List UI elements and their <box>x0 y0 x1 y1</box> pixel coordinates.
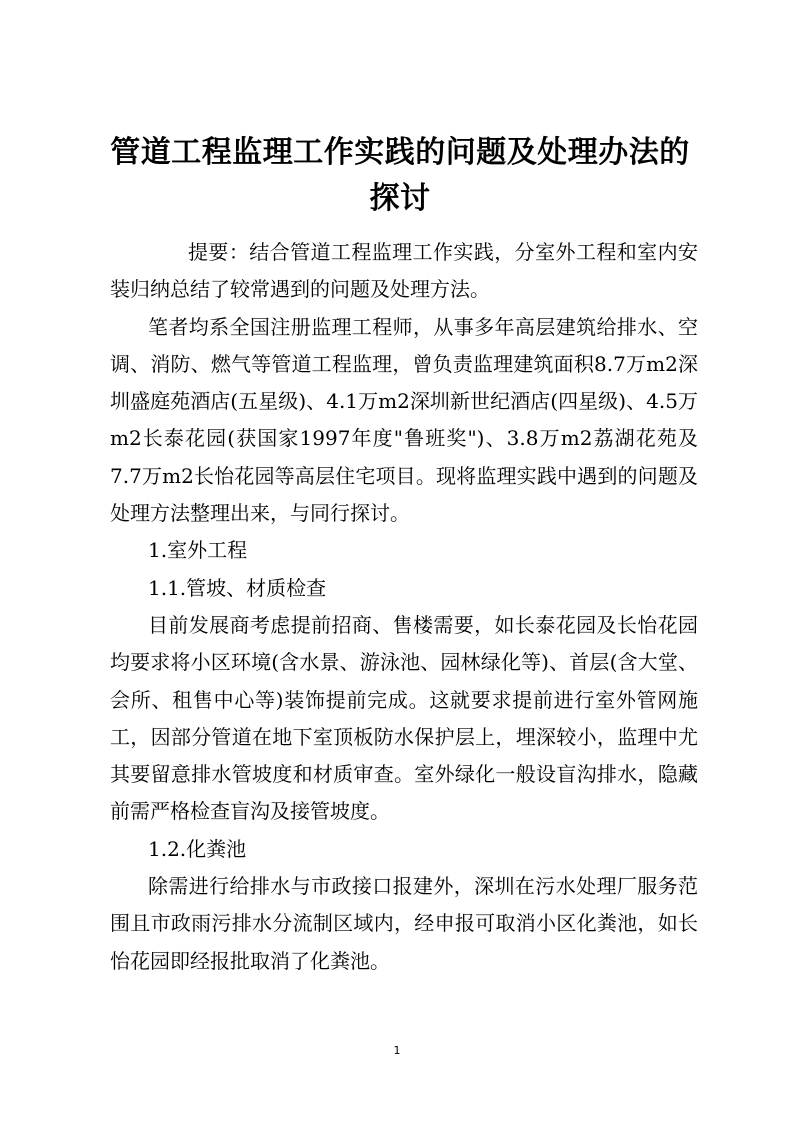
document-title: 管道工程监理工作实践的问题及处理办法的探讨 <box>110 135 690 216</box>
subsection-heading-slope: 1.1.管坡、材质检查 <box>148 575 327 600</box>
abstract-paragraph: 提要：结合管道工程监理工作实践，分室外工程和室内安装归纳总结了较常遇到的问题及处理方法。 <box>110 240 698 302</box>
section-heading-outdoor: 1.室外工程 <box>148 538 248 563</box>
page-number: 1 <box>393 1044 401 1057</box>
slope-paragraph: 目前发展商考虑提前招商、售楼需要，如长泰花园及长怡花园均要求将小区环境(含水景、游泳池、园林绿化等)、首层(含大堂、会所、租售中心等)装饰提前完成。这就要求提前进行室外管网施工，因部分管道在地下室顶板防水保护层上，埋深较小，监理中尤其要留意排水管坡度和材质审查。室外绿化一般设盲沟排水，隐藏前需严格检查盲沟及接管坡度。 <box>110 612 698 824</box>
subsection-heading-septic: 1.2.化粪池 <box>148 836 247 861</box>
intro-paragraph: 笔者均系全国注册监理工程师，从事多年高层建筑给排水、空调、消防、燃气等管道工程监理，曾负责监理建筑面积8.7万m2深圳盛庭苑酒店(五星级)、4.1万m2深圳新世纪酒店(四星级)、4.5万m2长泰花园(获国家1997年度"鲁班奖")、3.8万m2荔湖花苑及7.7万m2长怡花园等高层住宅项目。现将监理实践中遇到的问题及处理方法整理出来，与同行探讨。 <box>110 314 698 526</box>
septic-paragraph: 除需进行给排水与市政接口报建外，深圳在污水处理厂服务范围且市政雨污排水分流制区域内，经申报可取消小区化粪池，如长怡花园即经报批取消了化粪池。 <box>110 874 698 973</box>
document-body <box>110 234 698 980</box>
